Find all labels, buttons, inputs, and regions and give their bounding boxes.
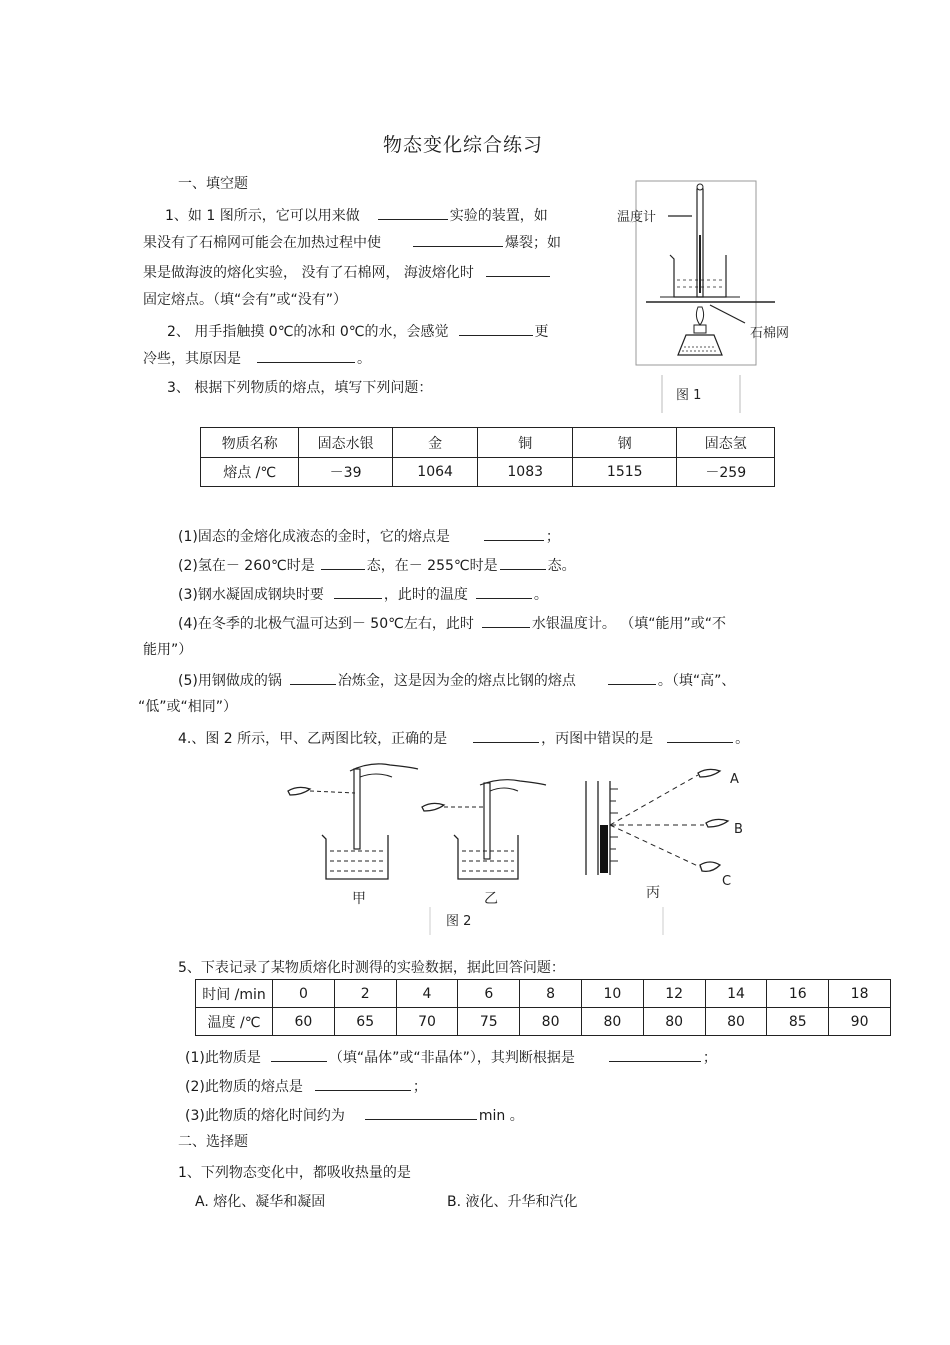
q1-text: 果是做海波的熔化实验， 没有了石棉网， 海波熔化时 [143, 265, 474, 281]
table-cell: 18 [829, 980, 891, 1008]
q1-blank-1[interactable] [378, 205, 448, 220]
q3-sub-2 [178, 555, 576, 576]
eye-icon [288, 787, 310, 795]
page-title: 物态变化综合练习 [383, 134, 544, 156]
q5-sub-1 [185, 1047, 717, 1068]
eye-icon [700, 862, 720, 871]
melting-point-table [200, 427, 775, 487]
table-cell: 80 [520, 1008, 582, 1036]
q3-blank-5[interactable] [476, 584, 532, 599]
table-row-label: 时间 /min [196, 980, 273, 1008]
alcohol-lamp-icon [678, 335, 722, 355]
figure-1-frame [636, 181, 756, 365]
q1-text: 果没有了石棉网可能会在加热过程中使 [143, 235, 381, 251]
table-cell: 75 [458, 1008, 520, 1036]
q5-blank-3[interactable] [315, 1076, 411, 1091]
thermometer-icon [354, 769, 360, 849]
table-cell: 1083 [478, 458, 573, 487]
q4-text: ，丙图中错误的是 [541, 731, 654, 747]
q3-blank-1[interactable] [484, 526, 544, 541]
table-header-row [201, 428, 775, 458]
mc1-option-a[interactable]: A. 熔化、凝华和凝固 [195, 1194, 326, 1210]
q1-line4: 固定熔点。（填“会有”或“没有”） [143, 292, 348, 308]
eye-label-c: C [722, 874, 732, 889]
q2-text: 2、 用手指触摸 0℃的冰和 0℃的水，会感觉 [167, 324, 449, 340]
q3-sub-5 [178, 670, 735, 691]
q3-blank-4[interactable] [334, 584, 382, 599]
q1-blank-2[interactable] [413, 232, 503, 247]
table-cell: －39 [299, 458, 392, 487]
eye-label-a: A [730, 772, 739, 787]
q5-intro: 5、下表记录了某物质熔化时测得的实验数据，据此回答问题： [178, 960, 565, 976]
table-cell: 12 [643, 980, 705, 1008]
thermometer-bulb [697, 184, 703, 190]
q3-text: 。 [533, 587, 548, 603]
q3-text: (2)氢在－ 260℃时是 [178, 558, 315, 574]
figure-2-caption: 图 2 [446, 914, 472, 929]
q4-blank-2[interactable] [667, 728, 733, 743]
q3-sub-3 [178, 584, 548, 605]
q3-text: (1)固态的金熔化成液态的金时，它的熔点是 [178, 529, 450, 545]
lamp-neck [694, 325, 706, 333]
q3-text: ，此时的温度 [383, 587, 468, 603]
q3-blank-7[interactable] [290, 670, 336, 685]
table-cell: 8 [520, 980, 582, 1008]
table-cell: 14 [705, 980, 767, 1008]
sight-line-c [610, 825, 700, 867]
table-header: 固态氢 [677, 428, 775, 458]
table-row-temp [196, 1008, 891, 1036]
figure-2-label-yi: 乙 [484, 891, 498, 907]
q5-text: ； [412, 1079, 427, 1095]
q2-text: 更 [534, 324, 549, 340]
thermometer-icon [484, 783, 490, 859]
eye-icon [422, 803, 444, 811]
figure-2 [280, 755, 770, 945]
table-header: 物质名称 [201, 428, 299, 458]
q1-text: 爆裂；如 [505, 235, 561, 251]
gauze-pointer [710, 305, 745, 323]
table-cell: 1515 [573, 458, 677, 487]
sight-line [310, 791, 355, 793]
q1-text: 实验的装置，如 [449, 208, 548, 224]
gauze-label: 石棉网 [750, 326, 790, 341]
q5-sub-2 [185, 1076, 427, 1097]
q1-line3 [143, 262, 552, 283]
figure-1-caption: 图 1 [676, 388, 702, 403]
q1-text: 1、如 1 图所示，它可以用来做 [165, 208, 360, 224]
eye-label-b: B [734, 822, 743, 837]
q3-blank-2[interactable] [321, 555, 365, 570]
q5-blank-1[interactable] [271, 1047, 327, 1062]
q3-sub-1 [178, 526, 560, 547]
table-row-label: 温度 /℃ [196, 1008, 273, 1036]
q5-blank-2[interactable] [609, 1047, 701, 1062]
table-cell: 16 [767, 980, 829, 1008]
q3-sub-4 [178, 613, 726, 634]
q3-text: (4)在冬季的北极气温可达到－ 50℃左右，此时 [178, 616, 474, 632]
table-cell: 65 [334, 1008, 396, 1036]
melting-data-table [195, 979, 891, 1036]
q1-blank-3[interactable] [486, 262, 550, 277]
table-row [201, 458, 775, 487]
q5-blank-4[interactable] [365, 1105, 477, 1120]
q2-line1 [167, 321, 549, 342]
q2-text: 。 [357, 351, 371, 367]
table-cell: 85 [767, 1008, 829, 1036]
table-cell: 60 [273, 1008, 335, 1036]
q5-text: (3)此物质的熔化时间约为 [185, 1108, 345, 1124]
q5-sub-3 [185, 1105, 524, 1126]
table-cell: 70 [396, 1008, 458, 1036]
q3-text: 。（填“高”、 [657, 673, 736, 689]
table-cell: 6 [458, 980, 520, 1008]
sight-line-a [610, 775, 698, 825]
q4-blank-1[interactable] [473, 728, 539, 743]
table-cell: 0 [273, 980, 335, 1008]
q5-text: min 。 [478, 1108, 524, 1124]
table-row-label: 熔点 /℃ [201, 458, 299, 487]
beaker-icon [670, 255, 726, 297]
q3-blank-6[interactable] [482, 613, 530, 628]
q2-blank-2[interactable] [257, 348, 355, 363]
eye-icon [706, 819, 728, 827]
table-cell: 4 [396, 980, 458, 1008]
figure-2-label-bing: 丙 [646, 885, 660, 901]
hand-fingers [490, 788, 518, 791]
table-cell: －259 [677, 458, 775, 487]
q1-line1 [165, 205, 548, 226]
q3-sub-4-cont: 能用”） [143, 642, 193, 658]
q4-text: 4.、图 2 所示，甲、乙两图比较，正确的是 [178, 731, 448, 747]
q5-text: (2)此物质的熔点是 [185, 1079, 303, 1095]
beaker-icon [322, 835, 388, 879]
q3-text: ； [545, 529, 560, 545]
table-cell: 80 [581, 1008, 643, 1036]
table-header: 金 [392, 428, 478, 458]
flame-icon [696, 307, 703, 325]
beaker-icon [454, 835, 518, 879]
table-row-time [196, 980, 891, 1008]
q3-blank-3[interactable] [500, 555, 546, 570]
section-heading-fill-blank: 一、填空题 [178, 176, 248, 192]
liquid-column [600, 825, 608, 873]
q3-text: (3)钢水凝固成钢块时要 [178, 587, 324, 603]
q5-text: （填“晶体”或“非晶体”），其判断根据是 [328, 1050, 575, 1066]
q2-line2 [143, 348, 371, 369]
mc1-option-b[interactable]: B. 液化、升华和汽化 [447, 1194, 578, 1210]
q3-sub-5-cont: “低”或“相同”） [138, 699, 238, 715]
table-header: 钢 [573, 428, 677, 458]
hand-fingers [360, 774, 392, 777]
table-cell: 1064 [392, 458, 478, 487]
q2-text: 冷些，其原因是 [143, 351, 241, 367]
q5-text: (1)此物质是 [185, 1050, 261, 1066]
table-header: 铜 [478, 428, 573, 458]
thermometer-label: 温度计 [617, 210, 657, 225]
q4-text: 。 [735, 731, 750, 747]
table-cell: 80 [643, 1008, 705, 1036]
q3-text: 态。 [547, 558, 576, 574]
q1-line2 [143, 232, 561, 253]
section-heading-multiple-choice: 二、选择题 [178, 1134, 248, 1150]
q3-intro: 3、 根据下列物质的熔点，填写下列问题： [167, 380, 433, 396]
lamp-fuel [682, 347, 718, 351]
q2-blank-1[interactable] [459, 321, 533, 336]
q3-text: (5)用钢做成的锅 [178, 673, 282, 689]
mc1-stem: 1、下列物态变化中，都吸收热量的是 [178, 1165, 411, 1181]
q3-text: 水银温度计。 （填“能用”或“不 [531, 616, 727, 632]
table-cell: 10 [581, 980, 643, 1008]
q3-blank-8[interactable] [608, 670, 656, 685]
table-cell: 90 [829, 1008, 891, 1036]
figure-2-label-jia: 甲 [352, 891, 366, 907]
figure-1 [600, 175, 800, 415]
table-cell: 80 [705, 1008, 767, 1036]
q4-line [178, 728, 749, 749]
q3-text: 态，在－ 255℃时是 [366, 558, 498, 574]
eye-icon [698, 769, 720, 777]
q5-text: ； [702, 1050, 717, 1066]
table-cell: 2 [334, 980, 396, 1008]
q3-text: 冶炼金，这是因为金的熔点比钢的熔点 [337, 673, 576, 689]
table-header: 固态水银 [299, 428, 392, 458]
